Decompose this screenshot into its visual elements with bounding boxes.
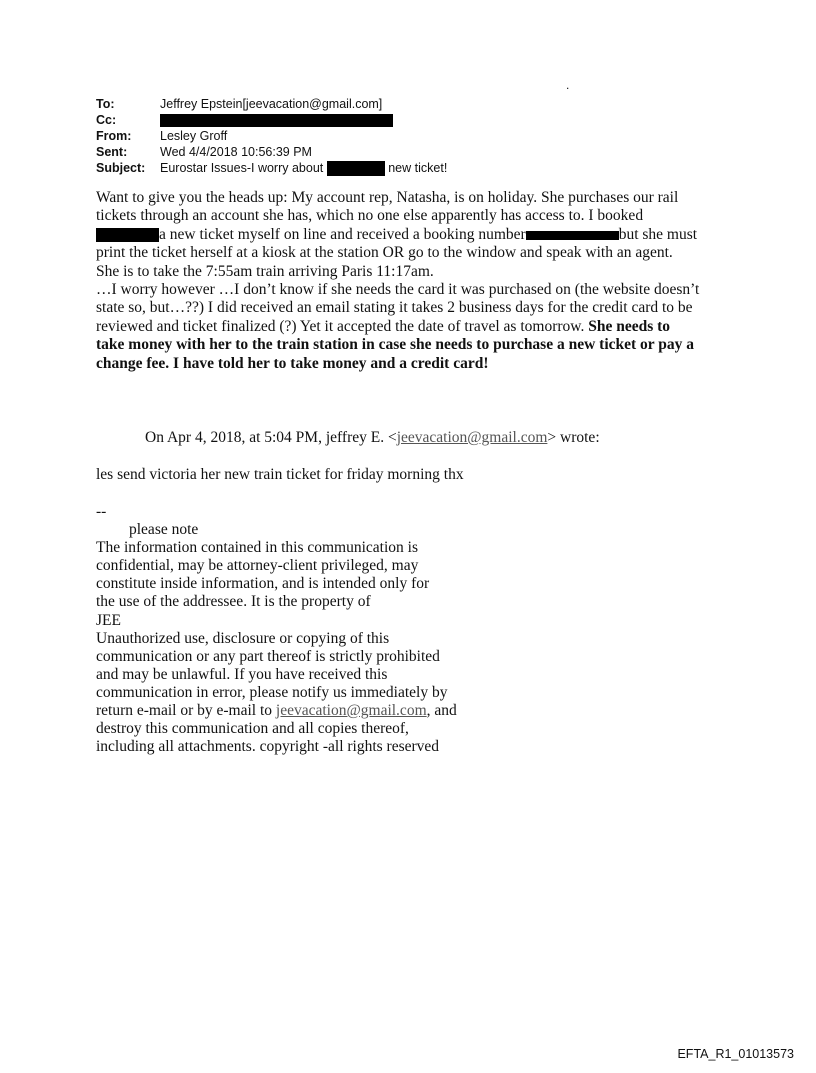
message-body (96, 189, 736, 373)
body-line: …I worry however …I don’t know if she needs the card it was purchased on (the website doesn’t (96, 281, 700, 299)
signature-line (96, 702, 457, 720)
signature-line: confidential, may be attorney-client privileged, may (96, 557, 419, 575)
signature-line: including all attachments. copyright -all rights reserved (96, 738, 440, 756)
body-line: print the ticket herself at a kiosk at the station OR go to the window and speak with an agent. (96, 244, 673, 262)
body-line: state so, but…??) I did received an email stating it takes 2 business days for the credit card to be (96, 299, 693, 317)
document-id: EFTA_R1_01013573 (677, 1047, 794, 1061)
redaction-block (327, 161, 385, 176)
body-line-bold: change fee. I have told her to take money and a credit card! (96, 354, 489, 372)
body-line-bold: She needs to (588, 317, 671, 335)
signature-line: communication or any part thereof is strictly prohibited (96, 647, 440, 665)
to-value: Jeffrey Epstein[jeevacation@gmail.com] (160, 97, 383, 111)
quote-prefix: On Apr 4, 2018, at 5:04 PM, jeffrey E. < (145, 429, 397, 446)
redaction-block (96, 228, 159, 242)
quote-attribution (145, 429, 600, 447)
redaction-block (526, 231, 619, 240)
body-line-segment: but she must (618, 225, 698, 243)
body-line: She is to take the 7:55am train arriving Paris 11:17am. (96, 262, 434, 280)
subject-suffix: new ticket! (388, 161, 448, 175)
to-label: To: (96, 97, 115, 111)
body-line (96, 336, 736, 354)
subject-prefix: Eurostar Issues-I worry about (160, 161, 324, 175)
quote-suffix: > wrote: (547, 429, 600, 446)
signature-segment: return e-mail or by e-mail to (96, 702, 276, 720)
body-line-segment: reviewed and ticket finalized (?) Yet it accepted the date of travel as tomorrow. (96, 317, 589, 335)
signature-line: The information contained in this communication is (96, 539, 418, 557)
signature-line: JEE (96, 611, 121, 629)
signature-line: communication in error, please notify us immediately by (96, 683, 448, 701)
signature-line: the use of the addressee. It is the property of (96, 593, 371, 611)
quoted-reply: les send victoria her new train ticket for friday morning thx (96, 466, 464, 483)
signature-note: please note (129, 521, 199, 539)
body-line (96, 318, 736, 336)
body-line-segment: a new ticket myself on line and received a booking number (159, 225, 526, 243)
from-label: From: (96, 129, 132, 143)
body-line: Want to give you the heads up: My account rep, Natasha, is on holiday. She purchases our rail (96, 189, 679, 206)
body-line-bold: take money with her to the train station in case she needs to purchase a new ticket or pay a (96, 336, 695, 354)
body-line (96, 226, 736, 244)
body-line (96, 355, 736, 373)
subject-label: Subject: (96, 161, 146, 175)
sent-value: Wed 4/4/2018 10:56:39 PM (160, 145, 312, 159)
quote-email-link[interactable]: jeevacation@gmail.com (396, 429, 548, 446)
signature-line: constitute inside information, and is intended only for (96, 575, 430, 593)
signature-separator: -- (96, 503, 107, 520)
email-signature (96, 503, 457, 756)
redaction-block (160, 114, 393, 127)
signature-line: Unauthorized use, disclosure or copying of this (96, 629, 390, 647)
sent-label: Sent: (96, 145, 128, 159)
body-line: tickets through an account she has, which no one else apparently has access to. I booked (96, 207, 644, 225)
signature-email-link[interactable]: jeevacation@gmail.com (275, 702, 427, 720)
signature-segment: , and (426, 702, 457, 720)
cc-value (160, 112, 393, 128)
signature-line: and may be unlawful. If you have received this (96, 665, 388, 683)
signature-line: destroy this communication and all copies thereof, (96, 720, 409, 738)
from-value: Lesley Groff (160, 129, 228, 143)
cc-label: Cc: (96, 113, 117, 127)
stray-mark: . (566, 78, 570, 92)
subject-value (160, 160, 447, 176)
